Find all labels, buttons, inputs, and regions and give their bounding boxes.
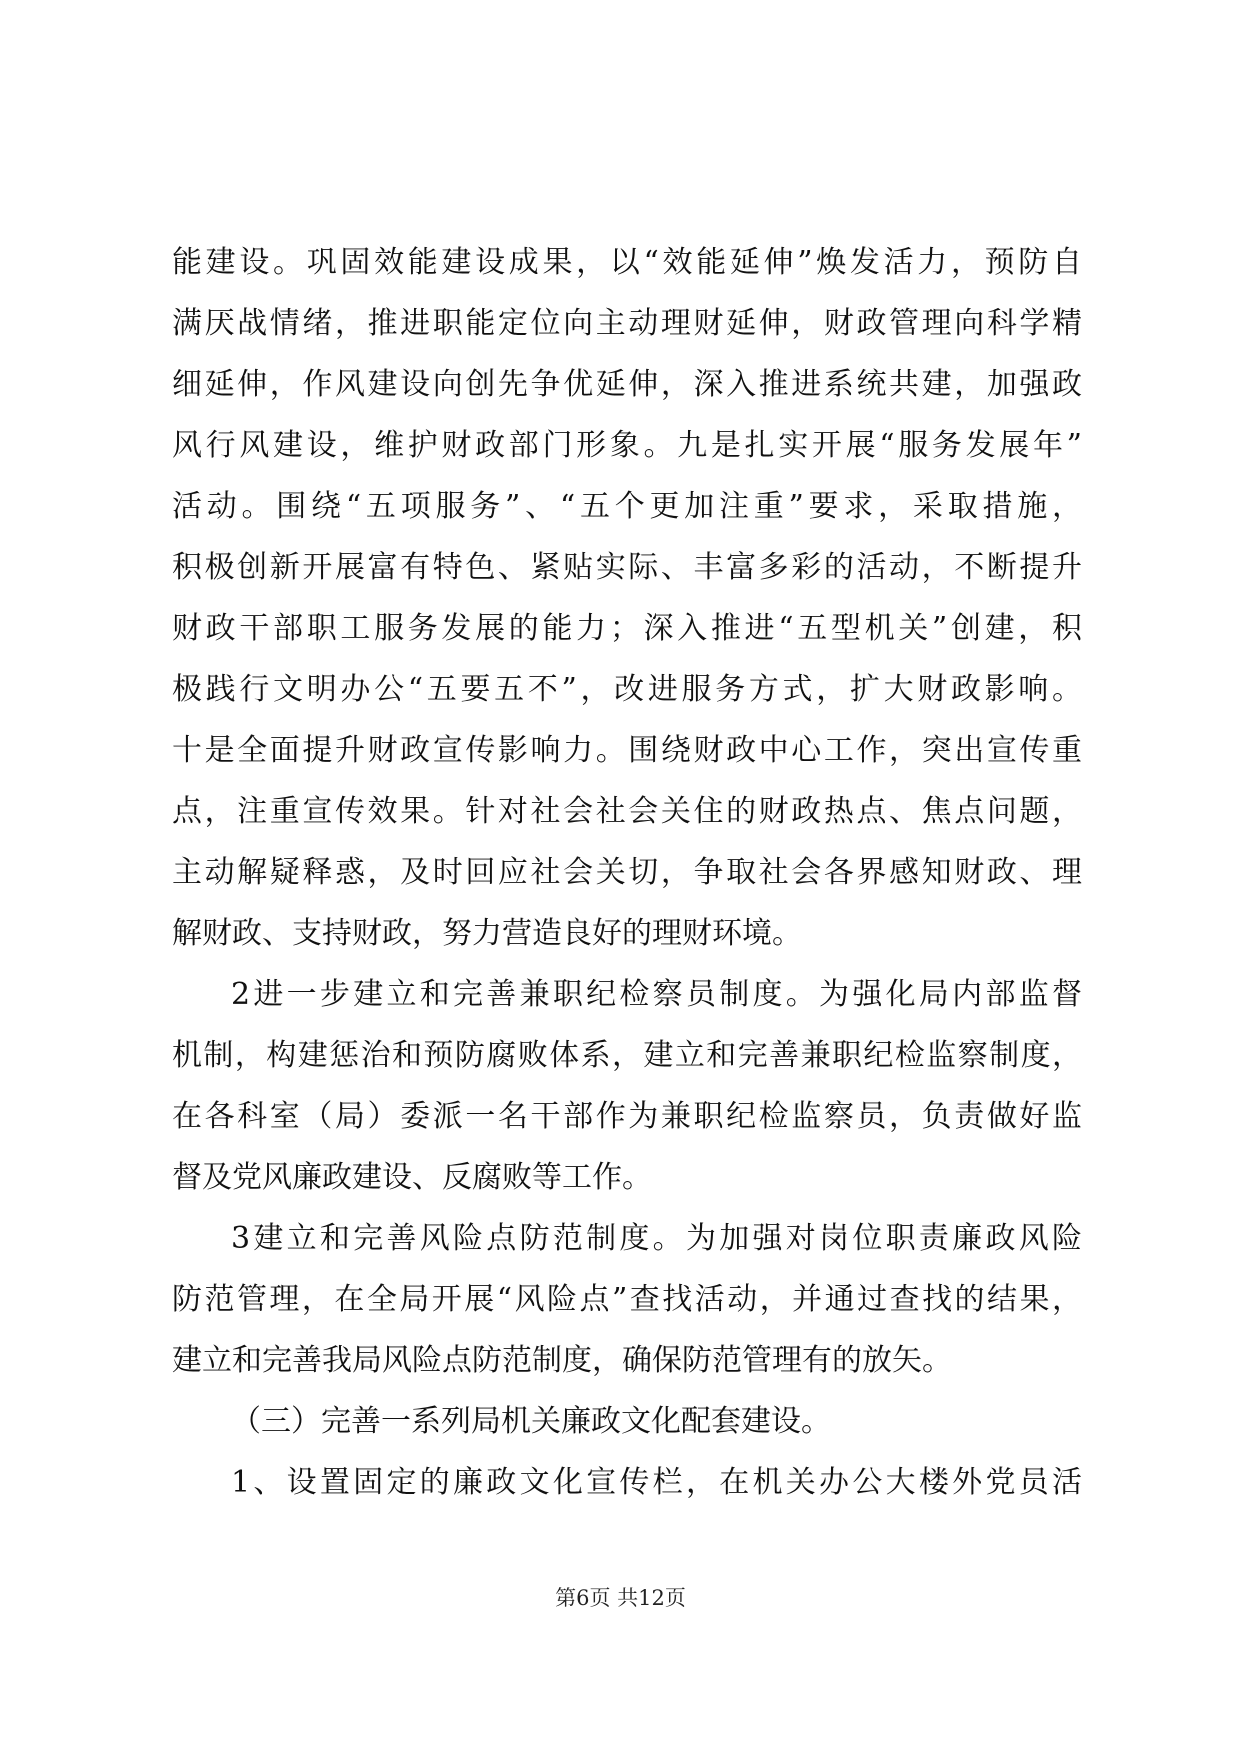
- text-line: 督及党风廉政建设、反腐败等工作。: [172, 1160, 652, 1195]
- text-line: 3建立和完善风险点防范制度。为加强对岗位职责廉政风险: [231, 1221, 1082, 1256]
- text-line: 能建设。巩固效能建设成果，以“效能延伸”焕发活力，预防自: [172, 245, 1082, 280]
- text-line: 机制，构建惩治和预防腐败体系，建立和完善兼职纪检监察制度，: [172, 1038, 1082, 1073]
- text-line: 积极创新开展富有特色、紧贴实际、丰富多彩的活动，不断提升: [172, 550, 1082, 585]
- text-line: 解财政、支持财政，努力营造良好的理财环境。: [172, 916, 802, 951]
- text-line: 十是全面提升财政宣传影响力。围绕财政中心工作，突出宣传重: [172, 733, 1082, 768]
- text-line: 细延伸，作风建设向创先争优延伸，深入推进系统共建，加强政: [172, 367, 1082, 402]
- text-line: 防范管理，在全局开展“风险点”查找活动，并通过查找的结果，: [172, 1282, 1082, 1317]
- text-line: 1、设置固定的廉政文化宣传栏，在机关办公大楼外党员活: [231, 1465, 1082, 1500]
- text-line: （三）完善一系列局机关廉政文化配套建设。: [231, 1404, 831, 1439]
- text-line: 主动解疑释惑，及时回应社会关切，争取社会各界感知财政、理: [172, 855, 1082, 890]
- text-line: 活动。围绕“五项服务”、“五个更加注重”要求，采取措施，: [172, 489, 1082, 524]
- document-body: [172, 232, 1082, 1513]
- text-line: 满厌战情绪，推进职能定位向主动理财延伸，财政管理向科学精: [172, 306, 1082, 341]
- text-line: 风行风建设，维护财政部门形象。九是扎实开展“服务发展年”: [172, 428, 1082, 463]
- text-line: 建立和完善我局风险点防范制度，确保防范管理有的放矢。: [172, 1343, 952, 1378]
- text-line: 点，注重宣传效果。针对社会社会关住的财政热点、焦点问题，: [172, 794, 1082, 829]
- text-line: 财政干部职工服务发展的能力；深入推进“五型机关”创建，积: [172, 611, 1082, 646]
- page-number-footer: 第6页 共12页: [555, 1586, 686, 1610]
- text-line: 在各科室（局）委派一名干部作为兼职纪检监察员，负责做好监: [172, 1099, 1082, 1134]
- text-line: 2进一步建立和完善兼职纪检察员制度。为强化局内部监督: [231, 977, 1082, 1012]
- text-line: 极践行文明办公“五要五不”，改进服务方式，扩大财政影响。: [172, 672, 1082, 707]
